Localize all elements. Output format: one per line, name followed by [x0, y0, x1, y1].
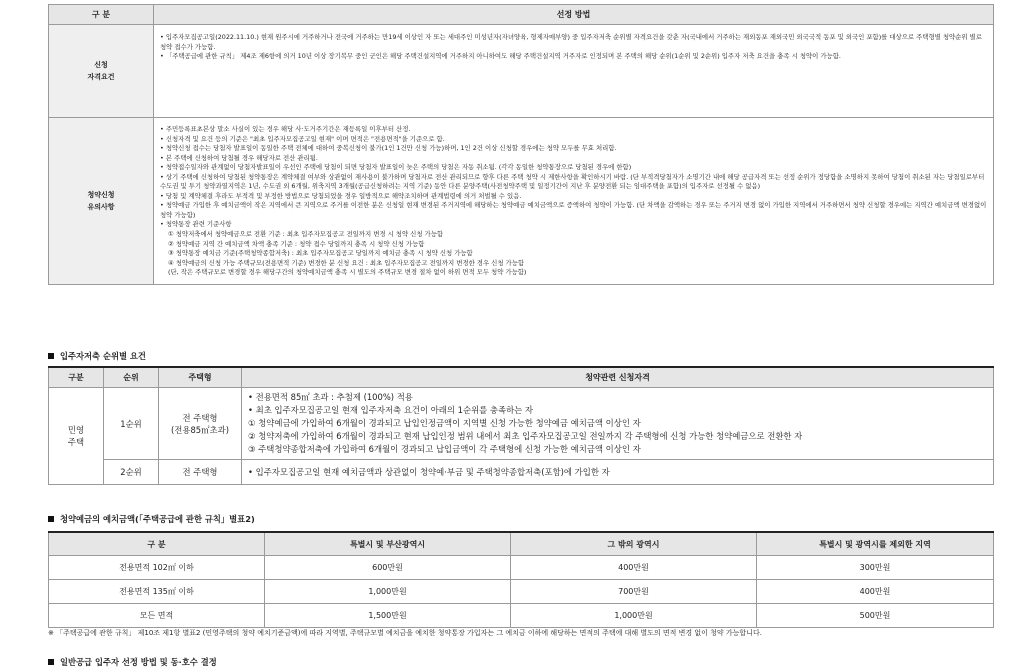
deposit-amount-table [48, 531, 994, 628]
list-item: • 청약통장 관련 기준사항 [160, 220, 232, 229]
selection-method-table [48, 4, 994, 285]
rank-requirements-table [48, 366, 994, 485]
list-item: • 주민등록표초본상 말소 사실이 있는 경우 해당 사·도거주기간은 재등록일 이후부터 산정. [160, 125, 411, 133]
list-item: • 상기 주택에 신청하여 당첨된 청약통장은 계약체결 여부와 상관없이 재사용이 불가하며 당첨자로 전산 관리되므로 향후 다른 주택 청약 시 제한사항을 확인하시기 바람. (단 부적격당첨자가 소명기간 내에 해당 공급자격 또는 선정 순위가 정당함을 소명하지 못하여 당첨이 취소된 자는 당첨일로부터 수도권 및 투기 청약과열지역은 1년, 수도권 외 6개월, 위축지역 3개월(공급신청하려는 지역 기준) 동안 다른 분양주택(사전청약주택 및 일정기간이 지난 후 분양전환 되는 임대주택을 포함)의 입주자로 선정될 수 없음) [160, 172, 985, 191]
column-header: 구 분 [49, 532, 265, 556]
column-header: 구 분 [49, 5, 154, 25]
row-label-eligibility: 신청 자격요건 [49, 25, 154, 118]
list-item: • 청약예금 가입한 후 예치금액이 작은 지역에서 큰 지역으로 주거를 이전한 분은 신청일 현재 변경된 주거지역에 해당하는 청약예금 예치금액으로 증액하여 청약이 가능함. (단 차액을 감액하는 경우 또는 주거지 변경 없이 가입한 지역에서 거주하면서 청약 신청할 경우에는 지역간 예치금액 변경없이 청약 가능함) [160, 201, 987, 219]
list-item: • 입주자모집공고일(2022.11.10.) 현재 원주시에 거주하거나 전국에 거주하는 만19세 이상인 자 또는 세대주인 미성년자(자녀양육, 형제자매부양) 중 입주자저축 순위별 자격요건을 갖춘 자(국내에서 거주하는 재외동포 재외국민 외국국적 동포 및 외국인 포함)를 대상으로 주택형별 청약순위 별로 청약 접수가 가능함. [160, 33, 982, 51]
housing-type-cell: 전 주택형 (전용85㎡초과) [159, 388, 242, 460]
rank-cell: 1순위 [104, 388, 159, 460]
section-heading-rank-requirements: 입주자저축 순위별 요건 [48, 350, 146, 362]
list-item: • 청약신청 접수는 당첨자 발표일이 동일한 주택 전체에 대하여 중복신청이 불가(1인 1건만 신청 가능)하며, 1인 2건 이상 신청할 경우에는 청약 모두를 무효 처리함. [160, 144, 617, 153]
column-header: 순위 [104, 367, 159, 388]
column-header: 구분 [49, 367, 104, 388]
list-subitem: ① 청약저축에서 청약예금으로 전환 기준 : 최초 입주자모집공고 전일까지 변경 시 청약 신청 가능함 [168, 230, 444, 239]
rank-cell: 2순위 [104, 460, 159, 485]
column-header: 그 밖의 광역시 [511, 532, 757, 556]
row-label-precautions: 청약신청 유의사항 [49, 118, 154, 285]
list-item: • 신청자격 및 요건 등의 기준은 "최초 입주자모집공고일 현재" 이며 면적은 "전용면적"을 기준으로 함. [160, 134, 445, 143]
table-header-row [49, 532, 994, 556]
table-row: 전용면적 135㎡ 이하 1,000만원 700만원 400만원 [49, 580, 994, 604]
square-bullet-icon [48, 659, 54, 665]
column-header: 청약관련 신청자격 [242, 367, 994, 388]
column-header: 주택형 [159, 367, 242, 388]
column-header: 선정 방법 [154, 5, 994, 25]
table-row [49, 460, 994, 485]
table-row: 모든 면적 1,500만원 1,000만원 500만원 [49, 604, 994, 628]
requirements-cell: • 전용면적 85㎡ 초과 : 추첨제 (100%) 적용 • 최초 입주자모집공고일 현재 입주자저축 요건이 아래의 1순위를 충족하는 자 ① 청약예금에 가입하여 6개월이 경과되고 납입인정금액이 지역별 신청 가능한 청약예금 예치금액 이상인 자 ② 청약저축에 가입하여 6개월이 경과되고 현재 납입인정 범위 내에서 최초 입주자모집공고일 전일까지 각 주택형에 신청 가능한 청약예금으로 전환한 자 ③ 주택청약종합저축에 가입하여 6개월이 경과되고 납입금액이 각 주택형에 신청 가능한 예치금액 이상인 자 [242, 388, 994, 460]
table-row [49, 388, 994, 460]
list-item: • 「주택공급에 관한 규칙」 제4조 제6항에 의거 10년 이상 장기복무 중인 군인은 해당 주택건설지역에 거주하지 아니하여도 해당 주택건설지역 거주자로 인정되며 본 주택의 해당 순위(1순위 및 2순위) 입주자 저축 요건을 충족 시 청약이 가능함. [160, 52, 841, 61]
table-header-row [49, 5, 994, 25]
list-item: • 본 주택에 신청하여 당첨될 경우 해당자로 전산 관리됨. [160, 153, 318, 162]
table-row: 전용면적 102㎡ 이하 600만원 400만원 300만원 [49, 556, 994, 580]
footnote: ※ 「주택공급에 관한 규칙」 제10조 제1항 별표2 (민영주택의 청약 예치기준금액)에 따라 지역별, 주택규모별 예치금을 예치한 청약통장 가입자는 그 예치금 이하에 해당하는 면적의 주택에 대해 별도의 면적 변경 없이 청약 가능합니다. [48, 629, 762, 637]
housing-type-cell: 전 주택형 [159, 460, 242, 485]
column-header: 특별시 및 부산광역시 [265, 532, 511, 556]
section-heading-general-supply: 일반공급 입주자 선정 방법 및 동·호수 결정 [48, 656, 217, 668]
precautions-content [154, 118, 994, 285]
list-item: • 당첨 및 계약체결 후라도 부적격 및 부정한 방법으로 당첨되었을 경우 일방적으로 해약조치하며 관계법령에 의거 처벌될 수 있음. [160, 191, 522, 200]
table-row [49, 118, 994, 285]
table-row [49, 25, 994, 118]
group-label-private-housing: 민영 주택 [49, 388, 104, 485]
square-bullet-icon [48, 353, 54, 359]
table-header-row [49, 367, 994, 388]
list-subitem: (단, 작은 주택규모로 변경할 경우 해당구간의 청약예치금액 충족 시 별도의 주택규모 변경 절차 없이 하위 면적 모두 청약 가능함) [168, 268, 527, 277]
list-item: • 청약접수일자와 관계없이 당첨자발표일이 우선인 주택에 당첨이 되면 당첨자 발표일이 늦은 주택의 당첨은 자동 취소됨. (각각 동일한 청약통장으로 당첨된 경우에 한함) [160, 163, 632, 172]
requirements-cell: • 입주자모집공고일 현재 예치금액과 상관없이 청약예·부금 및 주택청약종합저축(포함)에 가입한 자 [242, 460, 994, 485]
column-header: 특별시 및 광역시를 제외한 지역 [757, 532, 994, 556]
section-heading-deposit-amount: 청약예금의 예치금액(「주택공급에 관한 규칙」별표2) [48, 513, 255, 525]
list-subitem: ② 청약예금 지역 간 예치금액 차액 충족 기준 : 청약 접수 당일까지 충족 시 청약 신청 가능함 [168, 239, 425, 248]
list-subitem: ④ 청약예금의 신청 가능 주택규모(전용면적 기준) 변경한 분 신청 요건 : 최초 입주자모집공고 전일까지 변경한 경우 신청 가능함 [168, 258, 525, 267]
eligibility-content [154, 25, 994, 118]
list-subitem: ③ 청약통장 예치금 기준(주택청약종합저축) : 최초 입주자모집공고 당일까지 예치금 충족 시 청약 신청 가능함 [168, 249, 473, 258]
square-bullet-icon [48, 516, 54, 522]
